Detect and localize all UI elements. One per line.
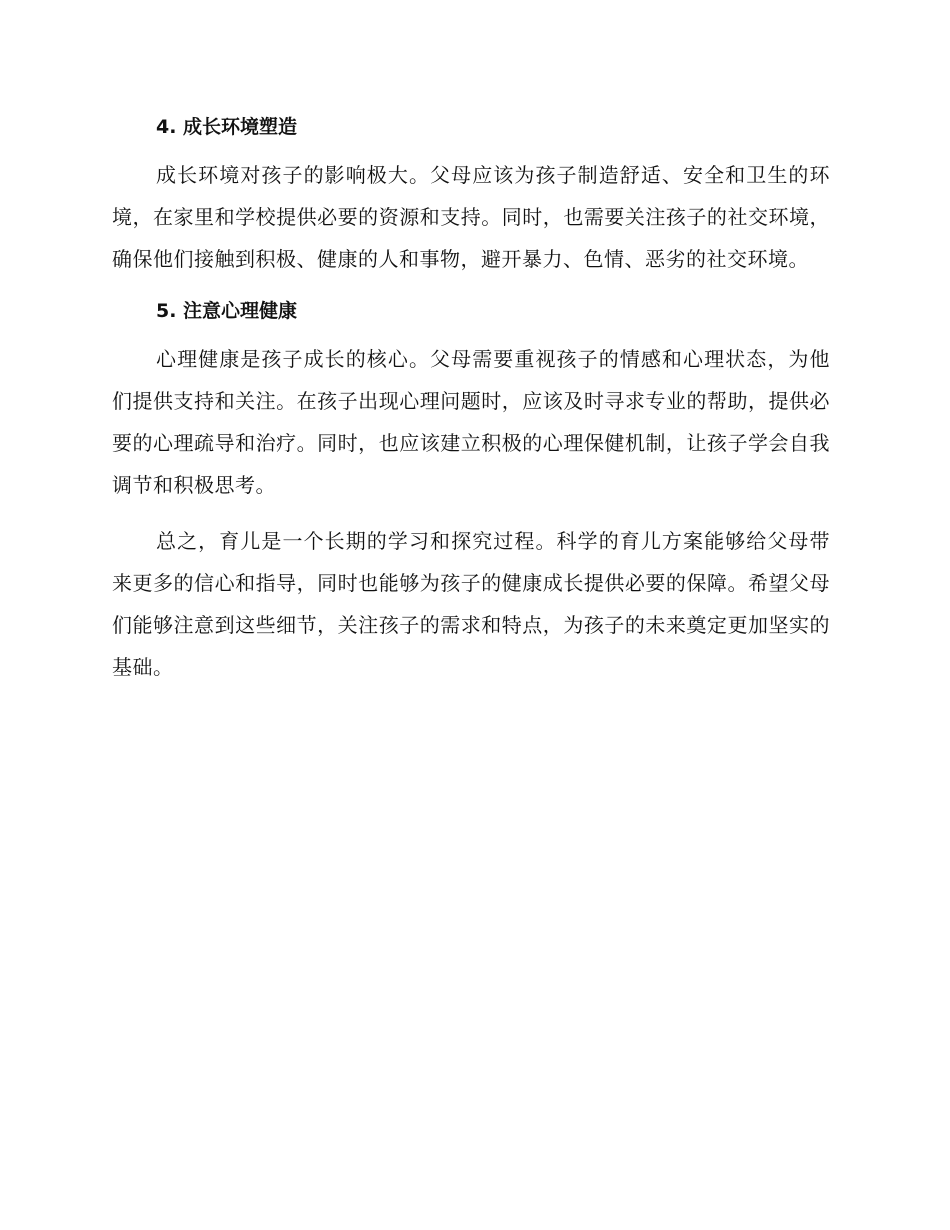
paragraph-growth-environment: 成长环境对孩子的影响极大。父母应该为孩子制造舒适、安全和卫生的环境，在家里和学校提供必要的资源和支持。同时，也需要关注孩子的社交环境，确保他们接触到积极、健康的人和事物，避开暴力、色情、恶劣的社交环境。	[112, 163, 830, 271]
paragraph-conclusion: 总之，育儿是一个长期的学习和探究过程。科学的育儿方案能够给父母带来更多的信心和指导，同时也能够为孩子的健康成长提供必要的保障。希望父母们能够注意到这些细节，关注孩子的需求和特点，为孩子的未来奠定更加坚实的基础。	[112, 529, 830, 679]
section-heading-growth-environment: 4. 成长环境塑造	[156, 116, 298, 138]
section-heading-mental-health: 5. 注意心理健康	[156, 300, 298, 322]
document-content	[112, 110, 830, 688]
paragraph-mental-health: 心理健康是孩子成长的核心。父母需要重视孩子的情感和心理状态，为他们提供支持和关注。在孩子出现心理问题时，应该及时寻求专业的帮助，提供必要的心理疏导和治疗。同时，也应该建立积极的心理保健机制，让孩子学会自我调节和积极思考。	[112, 347, 830, 497]
